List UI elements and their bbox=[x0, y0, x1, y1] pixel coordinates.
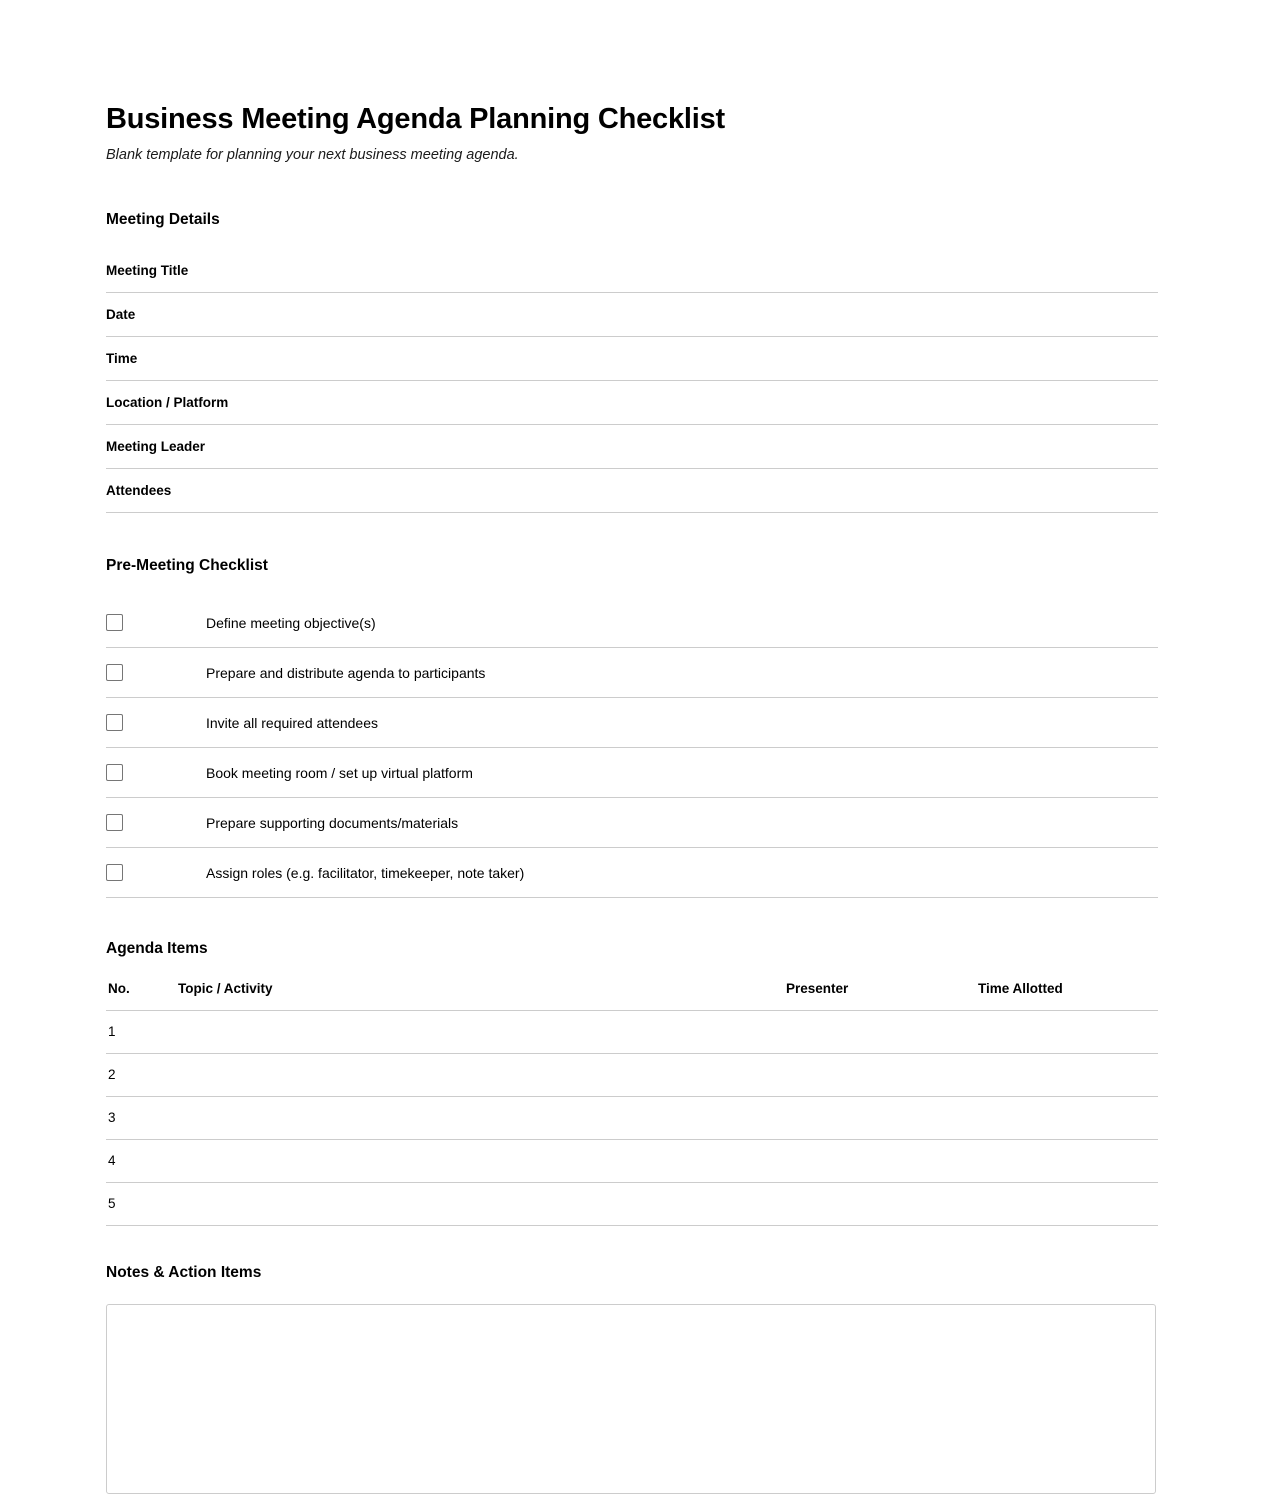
column-header-topic-activity: Topic / Activity bbox=[178, 981, 786, 1011]
column-header-time-allotted: Time Allotted bbox=[978, 981, 1158, 1011]
agenda-row-time[interactable] bbox=[978, 1053, 1158, 1096]
date-label: Date bbox=[106, 293, 1158, 337]
agenda-row-presenter[interactable] bbox=[786, 1053, 978, 1096]
checkbox-cell[interactable] bbox=[106, 748, 206, 798]
table-row bbox=[106, 1096, 1158, 1139]
table-row bbox=[106, 1053, 1158, 1096]
agenda-row-time[interactable] bbox=[978, 1096, 1158, 1139]
checklist-item-label: Book meeting room / set up virtual platform bbox=[206, 748, 1158, 798]
agenda-row-topic[interactable] bbox=[178, 1010, 786, 1053]
time-label: Time bbox=[106, 337, 1158, 381]
checklist-item bbox=[106, 698, 1158, 748]
page-title: Business Meeting Agenda Planning Checklist bbox=[106, 103, 725, 135]
checkbox-icon-define-objectives[interactable] bbox=[106, 614, 123, 631]
agenda-row-time[interactable] bbox=[978, 1010, 1158, 1053]
section-heading-meeting-details: Meeting Details bbox=[106, 210, 220, 228]
agenda-row-presenter[interactable] bbox=[786, 1010, 978, 1053]
table-row bbox=[106, 249, 1158, 293]
table-row bbox=[106, 1182, 1158, 1225]
table-row bbox=[106, 1139, 1158, 1182]
agenda-row-number: 1 bbox=[106, 1010, 178, 1053]
attendees-label: Attendees bbox=[106, 469, 1158, 513]
notes-textarea[interactable] bbox=[106, 1304, 1156, 1494]
column-header-no: No. bbox=[106, 981, 178, 1011]
checklist-item-label: Define meeting objective(s) bbox=[206, 598, 1158, 648]
table-row bbox=[106, 337, 1158, 381]
checklist-item bbox=[106, 598, 1158, 648]
checkbox-icon-distribute-agenda[interactable] bbox=[106, 664, 123, 681]
meeting-details-section bbox=[106, 229, 1158, 513]
agenda-row-topic[interactable] bbox=[178, 1182, 786, 1225]
checkbox-icon-assign-roles[interactable] bbox=[106, 864, 123, 881]
checklist-item-label: Assign roles (e.g. facilitator, timekeeper, note taker) bbox=[206, 848, 1158, 898]
checkbox-cell[interactable] bbox=[106, 648, 206, 698]
checklist-item bbox=[106, 848, 1158, 898]
table-row bbox=[106, 425, 1158, 469]
column-header-presenter: Presenter bbox=[786, 981, 978, 1011]
section-heading-agenda-items: Agenda Items bbox=[106, 940, 208, 958]
checkbox-icon-invite-attendees[interactable] bbox=[106, 714, 123, 731]
checkbox-cell[interactable] bbox=[106, 598, 206, 648]
notes-section bbox=[106, 1282, 1158, 1499]
agenda-row-topic[interactable] bbox=[178, 1096, 786, 1139]
table-row bbox=[106, 469, 1158, 513]
section-heading-notes-action-items: Notes & Action Items bbox=[106, 1263, 262, 1281]
checklist-item-label: Invite all required attendees bbox=[206, 698, 1158, 748]
agenda-row-time[interactable] bbox=[978, 1182, 1158, 1225]
agenda-row-presenter[interactable] bbox=[786, 1096, 978, 1139]
meeting-leader-label: Meeting Leader bbox=[106, 425, 1158, 469]
checkbox-cell[interactable] bbox=[106, 848, 206, 898]
checklist-item-label: Prepare and distribute agenda to participants bbox=[206, 648, 1158, 698]
checklist-item bbox=[106, 798, 1158, 848]
agenda-row-topic[interactable] bbox=[178, 1053, 786, 1096]
checklist-item bbox=[106, 648, 1158, 698]
meeting-title-label: Meeting Title bbox=[106, 249, 1158, 293]
pre-meeting-checklist-section bbox=[106, 576, 1158, 898]
meeting-details-table bbox=[106, 249, 1158, 513]
pre-meeting-checklist-table bbox=[106, 598, 1158, 898]
agenda-row-topic[interactable] bbox=[178, 1139, 786, 1182]
agenda-row-time[interactable] bbox=[978, 1139, 1158, 1182]
table-row bbox=[106, 381, 1158, 425]
table-row bbox=[106, 293, 1158, 337]
checkbox-cell[interactable] bbox=[106, 698, 206, 748]
checklist-item bbox=[106, 748, 1158, 798]
agenda-row-number: 3 bbox=[106, 1096, 178, 1139]
checkbox-cell[interactable] bbox=[106, 798, 206, 848]
checkbox-icon-book-room[interactable] bbox=[106, 764, 123, 781]
agenda-row-presenter[interactable] bbox=[786, 1139, 978, 1182]
agenda-row-number: 4 bbox=[106, 1139, 178, 1182]
checkbox-icon-prepare-documents[interactable] bbox=[106, 814, 123, 831]
agenda-items-table bbox=[106, 981, 1158, 1226]
table-row bbox=[106, 1010, 1158, 1053]
agenda-row-presenter[interactable] bbox=[786, 1182, 978, 1225]
section-heading-pre-meeting-checklist: Pre-Meeting Checklist bbox=[106, 557, 268, 575]
agenda-items-section bbox=[106, 959, 1158, 1226]
agenda-row-number: 5 bbox=[106, 1182, 178, 1225]
checklist-item-label: Prepare supporting documents/materials bbox=[206, 798, 1158, 848]
document-content bbox=[106, 0, 1158, 1499]
location-platform-label: Location / Platform bbox=[106, 381, 1158, 425]
agenda-row-number: 2 bbox=[106, 1053, 178, 1096]
table-header-row bbox=[106, 981, 1158, 1011]
page-subtitle: Blank template for planning your next business meeting agenda. bbox=[106, 147, 519, 164]
